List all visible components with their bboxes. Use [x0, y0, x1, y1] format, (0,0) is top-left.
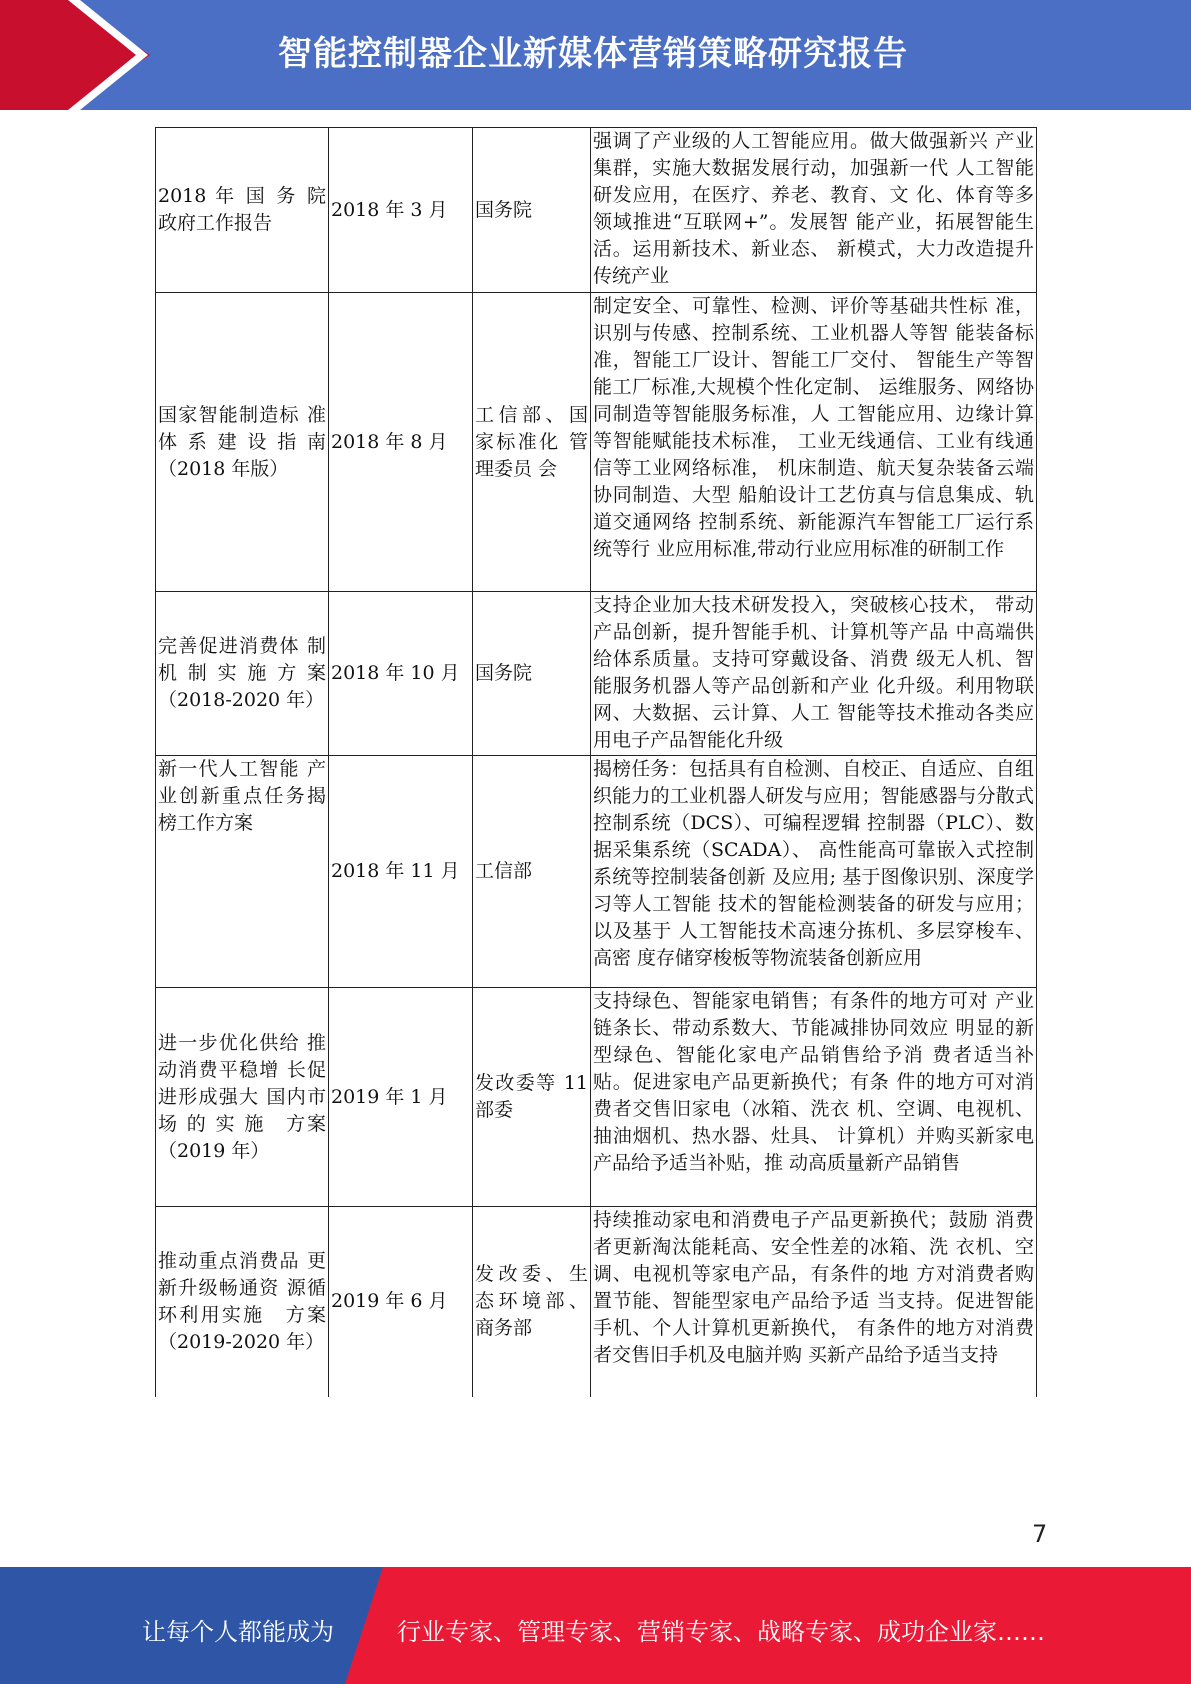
policy-date-cell: 2018 年 8 月	[329, 293, 473, 592]
policy-name-cell: 推动重点消费品 更新升级畅通资 源循环利用实施 方案（2019-2020 年）	[156, 1207, 329, 1397]
policy-date-cell: 2019 年 6 月	[329, 1207, 473, 1397]
table-row	[156, 293, 1037, 592]
page-number: 7	[1032, 1520, 1048, 1548]
policy-issuer-cell: 发改委等 11 部委	[473, 988, 591, 1207]
policy-issuer-cell: 国务院	[473, 128, 591, 293]
table-row	[156, 756, 1037, 988]
policy-issuer-cell: 工信部、国家标准化 管理委员 会	[473, 293, 591, 592]
policy-content-cell: 强调了产业级的人工智能应用。做大做强新兴 产业集群，实施大数据发展行动，加强新一代 人工智能研发应用，在医疗、养老、教育、文 化、体育等多领域推进“互联网+”。发展智 能产业，拓展智能生活。运用新技术、新业态、 新模式，大力改造提升传统产业	[591, 128, 1037, 293]
policy-issuer-cell: 工信部	[473, 756, 591, 988]
policy-name-cell: 进一步优化供给 推动消费平稳增 长促进形成强大 国内市场 的 实 施 方案（2019 年）	[156, 988, 329, 1207]
policy-issuer-cell: 发改委、生态环境部、商务部	[473, 1207, 591, 1397]
page-footer	[0, 1567, 1191, 1684]
policy-name-cell: 完善促进消费体 制机制实施方案（2018-2020 年）	[156, 592, 329, 756]
page-header	[0, 0, 1191, 110]
policy-name-cell: 新一代人工智能 产业创新重点任务揭榜工作方案	[156, 756, 329, 988]
header-red-chevron	[0, 0, 150, 110]
table-row	[156, 1207, 1037, 1397]
policy-content-cell: 支持企业加大技术研发投入，突破核心技术， 带动产品创新，提升智能手机、计算机等产品 中高端供给体系质量。支持可穿戴设备、消费 级无人机、智能服务机器人等产品创新和产业 化升级。利用物联网、大数据、云计算、人工 智能等技术推动各类应用电子产品智能化升级	[591, 592, 1037, 756]
policy-content-cell: 持续推动家电和消费电子产品更新换代；鼓励 消费者更新淘汰能耗高、安全性差的冰箱、洗 衣机、空调、电视机等家电产品，有条件的地 方对消费者购置节能、智能型家电产品给予适 当支持。促进智能手机、个人计算机更新换代， 有条件的地方对消费者交售旧手机及电脑并购 买新产品给予适当支持	[591, 1207, 1037, 1397]
footer-slogan-right: 行业专家、管理专家、营销专家、战略专家、成功企业家……	[397, 1618, 1045, 1646]
table-row	[156, 988, 1037, 1207]
policy-content-cell: 揭榜任务：包括具有自检测、自校正、自适应、自组织能力的工业机器人研发与应用；智能感器与分散式控制系统（DCS）、可编程逻辑 控制器（PLC）、数据采集系统（SCADA）、 高性能高可靠嵌入式控制系统等控制装备创新 及应用; 基于图像识别、深度学习等人工智能 技术的智能检测装备的研发与应用；以及基于 人工智能技术高速分拣机、多层穿梭车、高密 度存储穿梭板等物流装备创新应用	[591, 756, 1037, 988]
policy-content-cell: 支持绿色、智能家电销售；有条件的地方可对 产业链条长、带动系数大、节能减排协同效应 明显的新型绿色、智能化家电产品销售给予消 费者适当补贴。促进家电产品更新换代；有条 件的地方可对消费者交售旧家电（冰箱、洗衣 机、空调、电视机、抽油烟机、热水器、灶具、 计算机）并购买新家电产品给予适当补贴，推 动高质量新产品销售	[591, 988, 1037, 1207]
table-row	[156, 128, 1037, 293]
policy-date-cell: 2019 年 1 月	[329, 988, 473, 1207]
policy-name-cell: 国家智能制造标 准体系建设指南（2018 年版）	[156, 293, 329, 592]
policy-date-cell: 2018 年 3 月	[329, 128, 473, 293]
policy-name-cell: 2018 年 国 务 院 政府工作报告	[156, 128, 329, 293]
footer-slogan-left: 让每个人都能成为	[142, 1618, 334, 1646]
table-row	[156, 592, 1037, 756]
policy-table	[155, 127, 1037, 1397]
report-title: 智能控制器企业新媒体营销策略研究报告	[278, 34, 908, 74]
policy-date-cell: 2018 年 11 月	[329, 756, 473, 988]
policy-content-cell: 制定安全、可靠性、检测、评价等基础共性标 准，识别与传感、控制系统、工业机器人等智 能装备标准，智能工厂设计、智能工厂交付、 智能生产等智能工厂标准,大规模个性化定制、 运维服务、网络协同制造等智能服务标准，人 工智能应用、边缘计算等智能赋能技术标准， 工业无线通信、工业有线通信等工业网络标准， 机床制造、航天复杂装备云端协同制造、大型 船舶设计工艺仿真与信息集成、轨道交通网络 控制系统、新能源汽车智能工厂运行系统等行 业应用标准,带动行业应用标准的研制工作	[591, 293, 1037, 592]
policy-date-cell: 2018 年 10 月	[329, 592, 473, 756]
policy-issuer-cell: 国务院	[473, 592, 591, 756]
